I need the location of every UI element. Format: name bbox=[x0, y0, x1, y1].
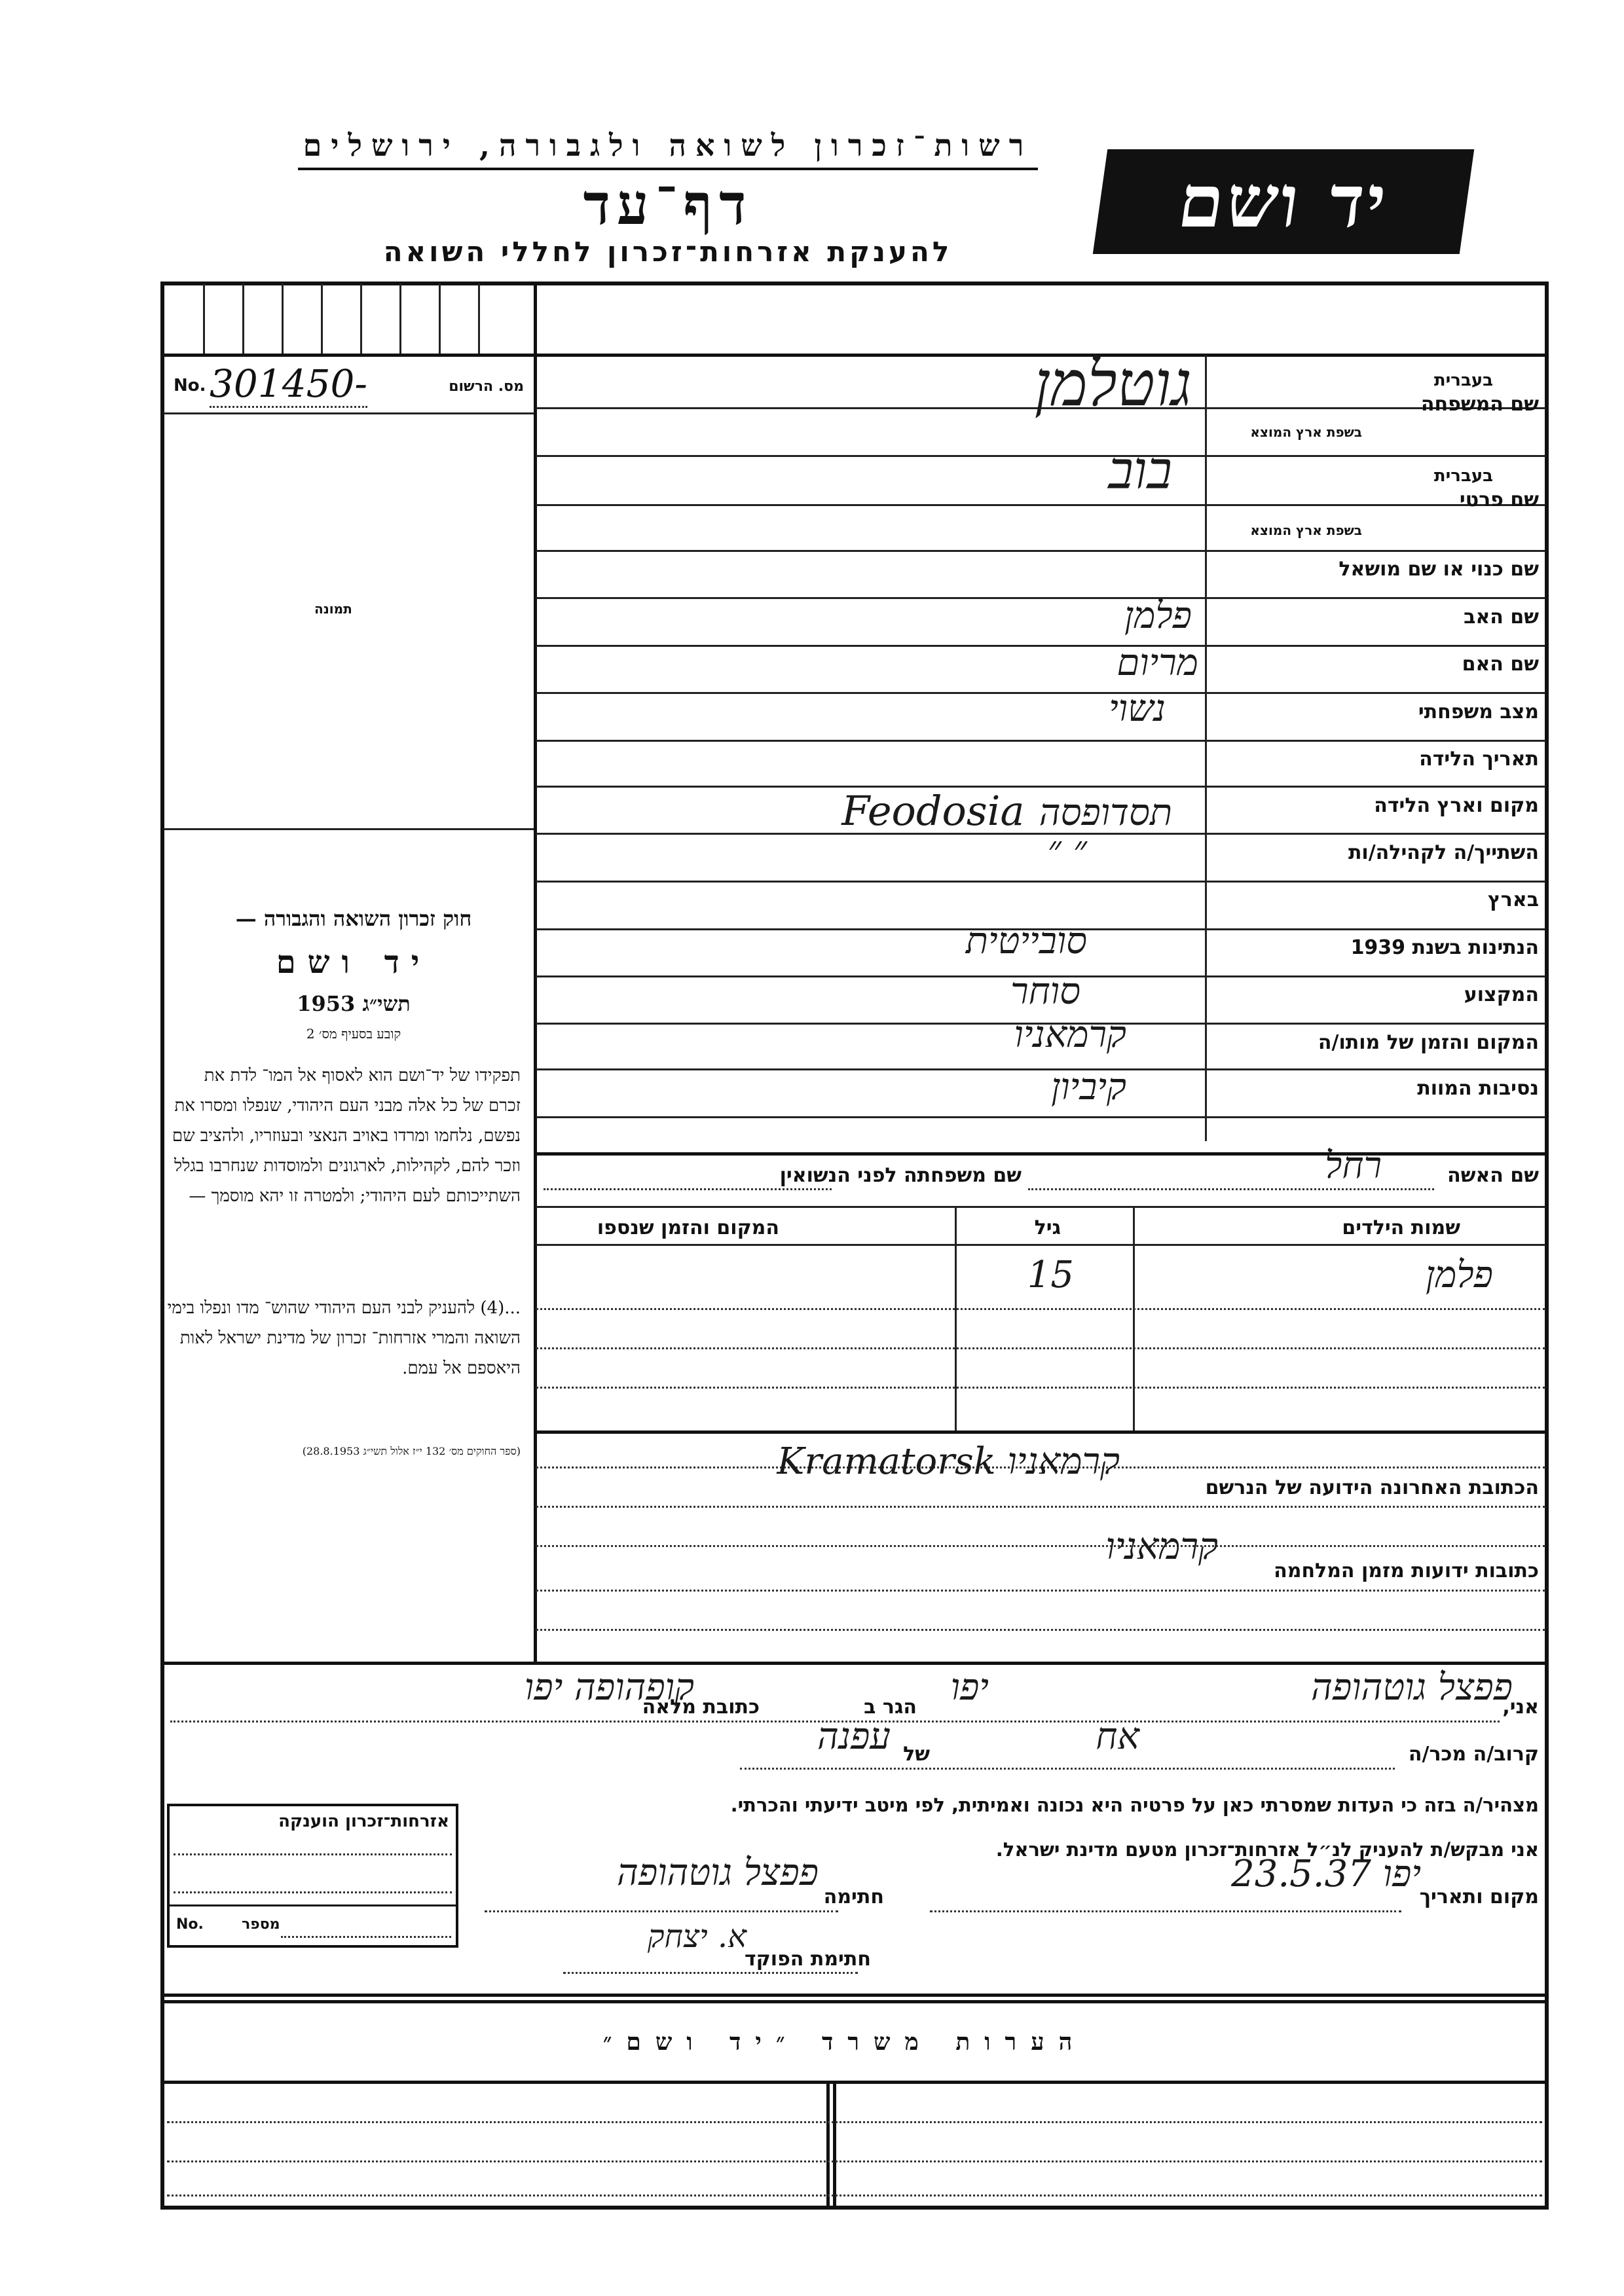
declaration-top bbox=[164, 1662, 1545, 1665]
place-date-label: מקום ותאריך bbox=[1419, 1886, 1539, 1908]
citizenship-value[interactable]: סובייטית bbox=[965, 920, 1087, 962]
last-address-label: הכתובת האחרונה הידועה של הנרשם bbox=[1205, 1476, 1539, 1499]
photo-box-bottom bbox=[164, 828, 534, 830]
children-row-2 bbox=[536, 1347, 1545, 1349]
father-value[interactable]: פלמן bbox=[1124, 594, 1192, 637]
law-footnote: (ספר החוקים מס׳ 132 י״ז אלול תשי״ג 28.8.1953) bbox=[302, 1445, 521, 1457]
signature-value[interactable]: פפצל גוטהופה bbox=[617, 1851, 819, 1894]
birthplace-value[interactable] bbox=[841, 782, 1172, 836]
nickname-label: שם כנוי או שם מושאל bbox=[1338, 558, 1539, 581]
relative-dotted-line bbox=[740, 1768, 1395, 1770]
form-subtitle: להענקת אזרחות־זכרון לחללי השואה bbox=[383, 236, 953, 268]
marital-value[interactable]: נשוי bbox=[1109, 687, 1166, 730]
law-paragraph-1: תפקידו של יד־ושם הוא לאסוף אל המו־ לדת את זכרם של כל אלה מבני העם היהודי, שנפלו ומסרו את נפשם, נלחמו ומרדו באויב הנאצי ובעוזריו, ולהציב שם וזכר להם, לקהילות, לארגונים ולמוסדות שנחרבו בגלל השתייכותם לעם היהודי; ולמטרה זו יהא מוסמך — bbox=[172, 1066, 521, 1206]
war-address-label: כתובות ידועות מזמן המלחמה bbox=[1274, 1559, 1539, 1582]
citizenship-granted-box bbox=[167, 1804, 458, 1948]
officer-signature-value[interactable]: א. יצחק bbox=[647, 1918, 747, 1955]
maiden-dotted-line bbox=[544, 1188, 832, 1190]
citizenship-box-line-2 bbox=[174, 1891, 452, 1893]
children-table-bottom bbox=[536, 1430, 1545, 1434]
row-line-7 bbox=[536, 692, 1545, 694]
citizenship-box-no: No. bbox=[176, 1916, 204, 1933]
grid-cell-5 bbox=[360, 283, 362, 354]
row-line-8 bbox=[536, 740, 1545, 742]
declaration-request: אני מבקש/ת להעניק לנ״ל אזרחות־זכרון מטעם מדינת ישראל. bbox=[995, 1838, 1539, 1861]
row-line-17 bbox=[536, 1152, 1545, 1156]
children-label: שמות הילדים bbox=[1342, 1216, 1460, 1239]
declaration-statement: מצהיר/ה בזה כי העדות שמסרתי כאן על פרטיה היא נכונה ואמיתית, לפי מיטב ידיעתי והכרתי. bbox=[730, 1794, 1539, 1816]
law-year: תשי״ג 1953 bbox=[297, 991, 411, 1016]
notes-line-3 bbox=[167, 2195, 1542, 2196]
notes-top-1 bbox=[164, 1994, 1545, 1997]
first-name-value[interactable]: בוב bbox=[1108, 440, 1172, 501]
citizenship-box-divider bbox=[170, 1904, 456, 1906]
grid-cell-3 bbox=[282, 283, 284, 354]
father-label: שם האב bbox=[1464, 606, 1539, 629]
law-paragraph-2: ...(4) להעניק לבני העם היהודי שהוש־ מדו ונפלו בימי השואה והמרי אזרחות־ זכרון של מדינת ישראל לאות היאספם אל עמם. bbox=[167, 1298, 521, 1378]
relative-label: קרוב/ה מכר/ה bbox=[1408, 1743, 1539, 1766]
notes-line-1 bbox=[167, 2121, 1542, 2123]
first-name-hebrew-sub: בעברית bbox=[1433, 466, 1493, 486]
wife-row-bottom bbox=[536, 1206, 1545, 1208]
row-line-11 bbox=[536, 881, 1545, 883]
children-col-2 bbox=[955, 1208, 957, 1430]
law-title: חוק זכרון השואה והגבורה — bbox=[235, 906, 472, 931]
top-grid-bottom bbox=[164, 354, 1545, 357]
registration-number: 301450- bbox=[210, 361, 367, 408]
birthdate-label: תאריך הלידה bbox=[1419, 748, 1539, 771]
form-title: דף־עד bbox=[583, 172, 753, 238]
children-header-bottom bbox=[536, 1244, 1545, 1246]
notes-header-bottom bbox=[164, 2081, 1545, 2084]
authority-line: רשות־זכרון לשואה ולגבורה, ירושלים bbox=[303, 128, 1033, 163]
signature-label: חתימה bbox=[823, 1886, 884, 1908]
notes-top-2 bbox=[164, 2000, 1545, 2003]
birthplace-latin: Feodosia bbox=[841, 787, 1025, 835]
authority-underline bbox=[298, 168, 1038, 170]
death-place-value[interactable]: קרמאניו bbox=[1014, 1013, 1126, 1056]
law-name: יד ושם bbox=[276, 944, 432, 981]
birthplace-label: מקום וארץ הלידה bbox=[1374, 794, 1539, 817]
community-label: השתייך/ה לקהילה/ות bbox=[1348, 841, 1539, 864]
children-col-1 bbox=[1133, 1208, 1135, 1430]
marital-label: מצב משפחתי bbox=[1418, 701, 1539, 723]
grid-cell-6 bbox=[399, 283, 401, 354]
address-line-3 bbox=[536, 1545, 1545, 1547]
family-name-value[interactable]: גוטלמן bbox=[1034, 347, 1192, 420]
maiden-name-label: שם משפחתה לפני הנשואין bbox=[779, 1164, 1022, 1187]
full-address-label: כתובת מלאה bbox=[642, 1696, 760, 1719]
community-value[interactable]: ״ ״ bbox=[1047, 828, 1087, 871]
first-name-origin-sub: בשפת ארץ המוצא bbox=[1250, 522, 1362, 538]
mother-label: שם האם bbox=[1462, 653, 1539, 676]
death-cause-value[interactable]: קיביון bbox=[1051, 1066, 1126, 1108]
law-clause: קובע בסעיף מס׳ 2 bbox=[306, 1026, 401, 1042]
relation-of-value[interactable]: עפנה bbox=[817, 1715, 891, 1758]
family-name-origin-sub: בשפת ארץ המוצא bbox=[1250, 424, 1362, 440]
child-name-value[interactable]: פלמן bbox=[1425, 1254, 1493, 1296]
of-label: של bbox=[903, 1743, 930, 1766]
child-age-value[interactable]: 15 bbox=[1027, 1254, 1074, 1296]
declarant-address[interactable]: קופהופה יפו bbox=[524, 1666, 694, 1709]
yad-vashem-logo: יד ושם bbox=[1093, 149, 1474, 254]
row-line-6 bbox=[536, 645, 1545, 647]
children-row-1 bbox=[536, 1308, 1545, 1310]
place-date-value[interactable]: יפו 23.5.37 bbox=[1231, 1853, 1421, 1895]
mother-value[interactable]: מריום bbox=[1116, 642, 1198, 684]
citizenship-box-number-label: מספר bbox=[242, 1916, 280, 1933]
citizenship-box-title: אזרחות־זכרון הוענקה bbox=[278, 1812, 449, 1831]
children-row-3 bbox=[536, 1387, 1545, 1389]
declarant-name[interactable]: פפצל גוטהופה bbox=[1311, 1666, 1513, 1709]
death-place-label: המקום והזמן של מותו/ה bbox=[1318, 1031, 1539, 1054]
photo-box-top bbox=[164, 412, 534, 414]
birthplace-hebrew: תסדופסה bbox=[1039, 792, 1172, 834]
row-line-5 bbox=[536, 597, 1545, 599]
grid-cell-7 bbox=[439, 283, 441, 354]
registration-no-prefix: No. bbox=[174, 376, 206, 395]
resident-label: הגר ב bbox=[864, 1696, 917, 1719]
notes-center-divider-2 bbox=[833, 2082, 836, 2208]
family-name-label: שם המשפחה bbox=[1420, 393, 1539, 416]
declarant-city[interactable]: יפו bbox=[950, 1666, 989, 1709]
grid-cell-8 bbox=[478, 283, 480, 354]
place-date-dotted-line bbox=[930, 1910, 1401, 1912]
children-place-label: המקום והזמן שנספו bbox=[597, 1216, 779, 1239]
war-address-value[interactable]: קרמאניו bbox=[1105, 1525, 1218, 1568]
address-line-5 bbox=[536, 1629, 1545, 1631]
country-label: בארץ bbox=[1487, 888, 1539, 911]
officer-signature-label: חתימת הפוקד bbox=[745, 1948, 871, 1971]
registration-number-field[interactable] bbox=[170, 361, 527, 406]
relation-value[interactable]: אח bbox=[1096, 1715, 1139, 1758]
citizenship-label: הנתינות בשנת 1939 bbox=[1350, 936, 1539, 959]
profession-value[interactable]: סוחר bbox=[1010, 970, 1080, 1013]
grid-cell-2 bbox=[242, 283, 244, 354]
row-line-15 bbox=[536, 1068, 1545, 1070]
death-cause-label: נסיבות המוות bbox=[1417, 1077, 1539, 1100]
signature-dotted-line bbox=[485, 1910, 838, 1912]
address-line-2 bbox=[536, 1506, 1545, 1508]
address-line-4 bbox=[536, 1590, 1545, 1592]
officer-dotted-line bbox=[563, 1972, 858, 1974]
notes-line-2 bbox=[167, 2160, 1542, 2162]
citizenship-box-line-1 bbox=[174, 1853, 452, 1855]
wife-value[interactable]: רחל bbox=[1325, 1144, 1382, 1187]
left-column-divider bbox=[534, 283, 537, 1662]
row-line-4 bbox=[536, 550, 1545, 552]
last-address-value[interactable]: קרמאניו Kramatorsk bbox=[777, 1440, 1120, 1483]
grid-cell-4 bbox=[321, 283, 323, 354]
grid-cell-1 bbox=[203, 283, 205, 354]
profession-label: המקצוע bbox=[1464, 983, 1539, 1006]
family-name-hebrew-sub: בעברית bbox=[1433, 371, 1493, 390]
row-line-2 bbox=[536, 455, 1545, 457]
row-line-16 bbox=[536, 1116, 1545, 1118]
office-notes-title: הערות משרד ״יד ושם״ bbox=[602, 2028, 1087, 2056]
wife-dotted-line bbox=[1028, 1188, 1434, 1190]
photo-label: תמונה bbox=[314, 601, 352, 617]
declarant-i-label: אני, bbox=[1502, 1696, 1539, 1719]
row-line-3 bbox=[536, 504, 1545, 506]
citizenship-box-number-line bbox=[281, 1936, 451, 1938]
age-label: גיל bbox=[1034, 1216, 1061, 1239]
notes-center-divider-1 bbox=[826, 2082, 830, 2208]
wife-label: שם האשה bbox=[1447, 1164, 1539, 1187]
first-name-label: שם פרטי bbox=[1459, 488, 1539, 511]
registration-label: מס. הרשום bbox=[449, 378, 524, 395]
